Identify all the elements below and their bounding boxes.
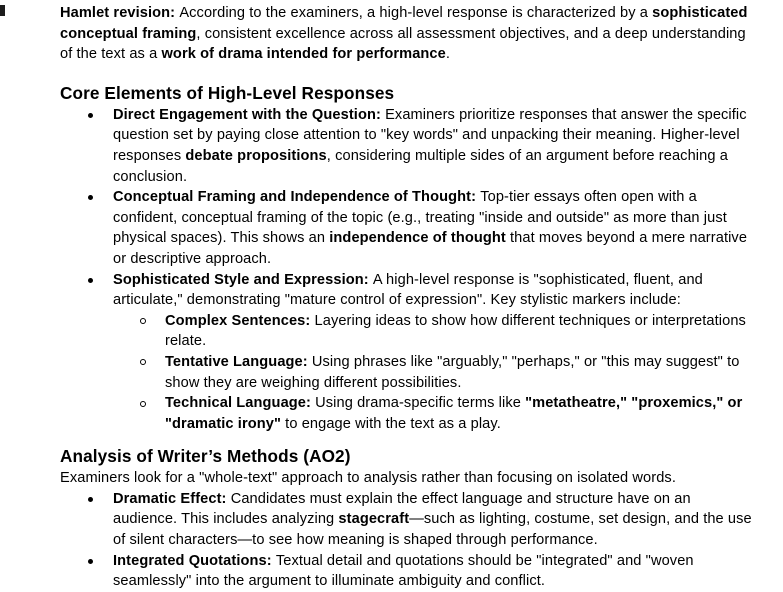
text-segment: Direct Engagement with the Question: [113, 106, 386, 123]
text-segment: that moves beyond a mere narrative or descriptive approach. [113, 230, 748, 267]
list-item [60, 105, 753, 187]
bullet-disc-icon [88, 559, 93, 564]
left-edge-cursor-bar [0, 5, 5, 16]
text-segment: , consistent excellence across all assessment objectives, and a deep understanding of the text as a [60, 25, 746, 63]
text-segment: Layering ideas to show how different techniques or interpretations relate. [165, 312, 746, 350]
text-segment: Dramatic Effect: [113, 490, 231, 507]
heading-analysis-ao2 [60, 446, 753, 467]
list-item [60, 270, 753, 435]
text-segment: Using phrases like "arguably," "perhaps," or "this may suggest" to show they are weighing different possibilities. [165, 353, 740, 391]
list-item [60, 551, 753, 592]
text-segment: Complex Sentences: [165, 312, 315, 329]
text-segment: Conceptual Framing and Independence of Thought: [113, 189, 481, 206]
text-segment: Examiners prioritize responses that answer the specific question set by paying close attention to "key words" and unpacking their meaning. Higher-level responses [113, 106, 747, 164]
text-segment: Technical Language: [165, 395, 316, 412]
text-segment: "metatheatre," "proxemics," or "dramatic irony" [165, 395, 743, 432]
text-segment: Examiners look for a "whole-text" approach to analysis rather than focusing on isolated words. [60, 470, 676, 487]
bullet-disc-icon [88, 278, 93, 283]
sub-list [113, 311, 753, 435]
text-segment: A high-level response is "sophisticated, fluent, and articulate," demonstrating "mature control of expression". Key stylistic markers include: [113, 271, 703, 309]
bullet-disc-icon [88, 497, 93, 502]
list-item [60, 187, 753, 269]
heading-core-elements [60, 83, 753, 104]
text-segment: to engage with the text as a play. [281, 415, 501, 432]
core-elements-list [60, 105, 753, 435]
text-segment: , considering multiple sides of an argument before reaching a conclusion. [113, 147, 728, 185]
text-segment: independence of thought [329, 230, 506, 247]
bullet-circle-icon [140, 359, 146, 365]
bullet-disc-icon [88, 113, 93, 118]
text-segment: —such as lighting, costume, set design, and the use of silent characters—to see how meaning is shaped through performance. [113, 511, 752, 549]
text-segment: stagecraft [338, 511, 410, 528]
sub-list-item [113, 311, 753, 352]
text-segment: Textual detail and quotations should be "integrated" and "woven seamlessly" into the argument to illuminate ambiguity and conflict. [113, 552, 694, 590]
list-item [60, 489, 753, 551]
text-segment: work of drama intended for performance [161, 46, 446, 63]
ao2-intro-paragraph [60, 468, 753, 489]
text-segment: Sophisticated Style and Expression: [113, 271, 373, 288]
text-segment: Hamlet revision: [60, 5, 180, 21]
text-segment: Integrated Quotations: [113, 552, 276, 569]
text-segment: According to the examiners, a high-level response is characterized by a [179, 5, 653, 21]
sub-list-item [113, 352, 753, 393]
text-segment: Using drama-specific terms like [315, 395, 526, 412]
bullet-disc-icon [88, 195, 93, 200]
text-segment: sophisticated conceptual framing [60, 5, 748, 42]
text-segment: Analysis of Writer’s Methods (AO2) [60, 446, 351, 467]
intro-paragraph [60, 3, 753, 65]
sub-list-item [113, 393, 753, 434]
text-segment: debate propositions [185, 147, 327, 164]
text-segment: Top-tier essays often open with a confident, conceptual framing of the topic (e.g., treating "inside and outside" as more than just physical spaces). This shows an [113, 189, 727, 247]
text-segment: Core Elements of High-Level Responses [60, 82, 395, 103]
text-segment: Tentative Language: [165, 353, 312, 370]
paragraph-spacer [60, 65, 753, 71]
ao2-list [60, 489, 753, 592]
text-segment: Candidates must explain the effect language and structure have on an audience. This includes analyzing [113, 490, 691, 528]
bullet-circle-icon [140, 318, 146, 324]
text-segment: . [445, 46, 451, 63]
bullet-circle-icon [140, 401, 146, 407]
